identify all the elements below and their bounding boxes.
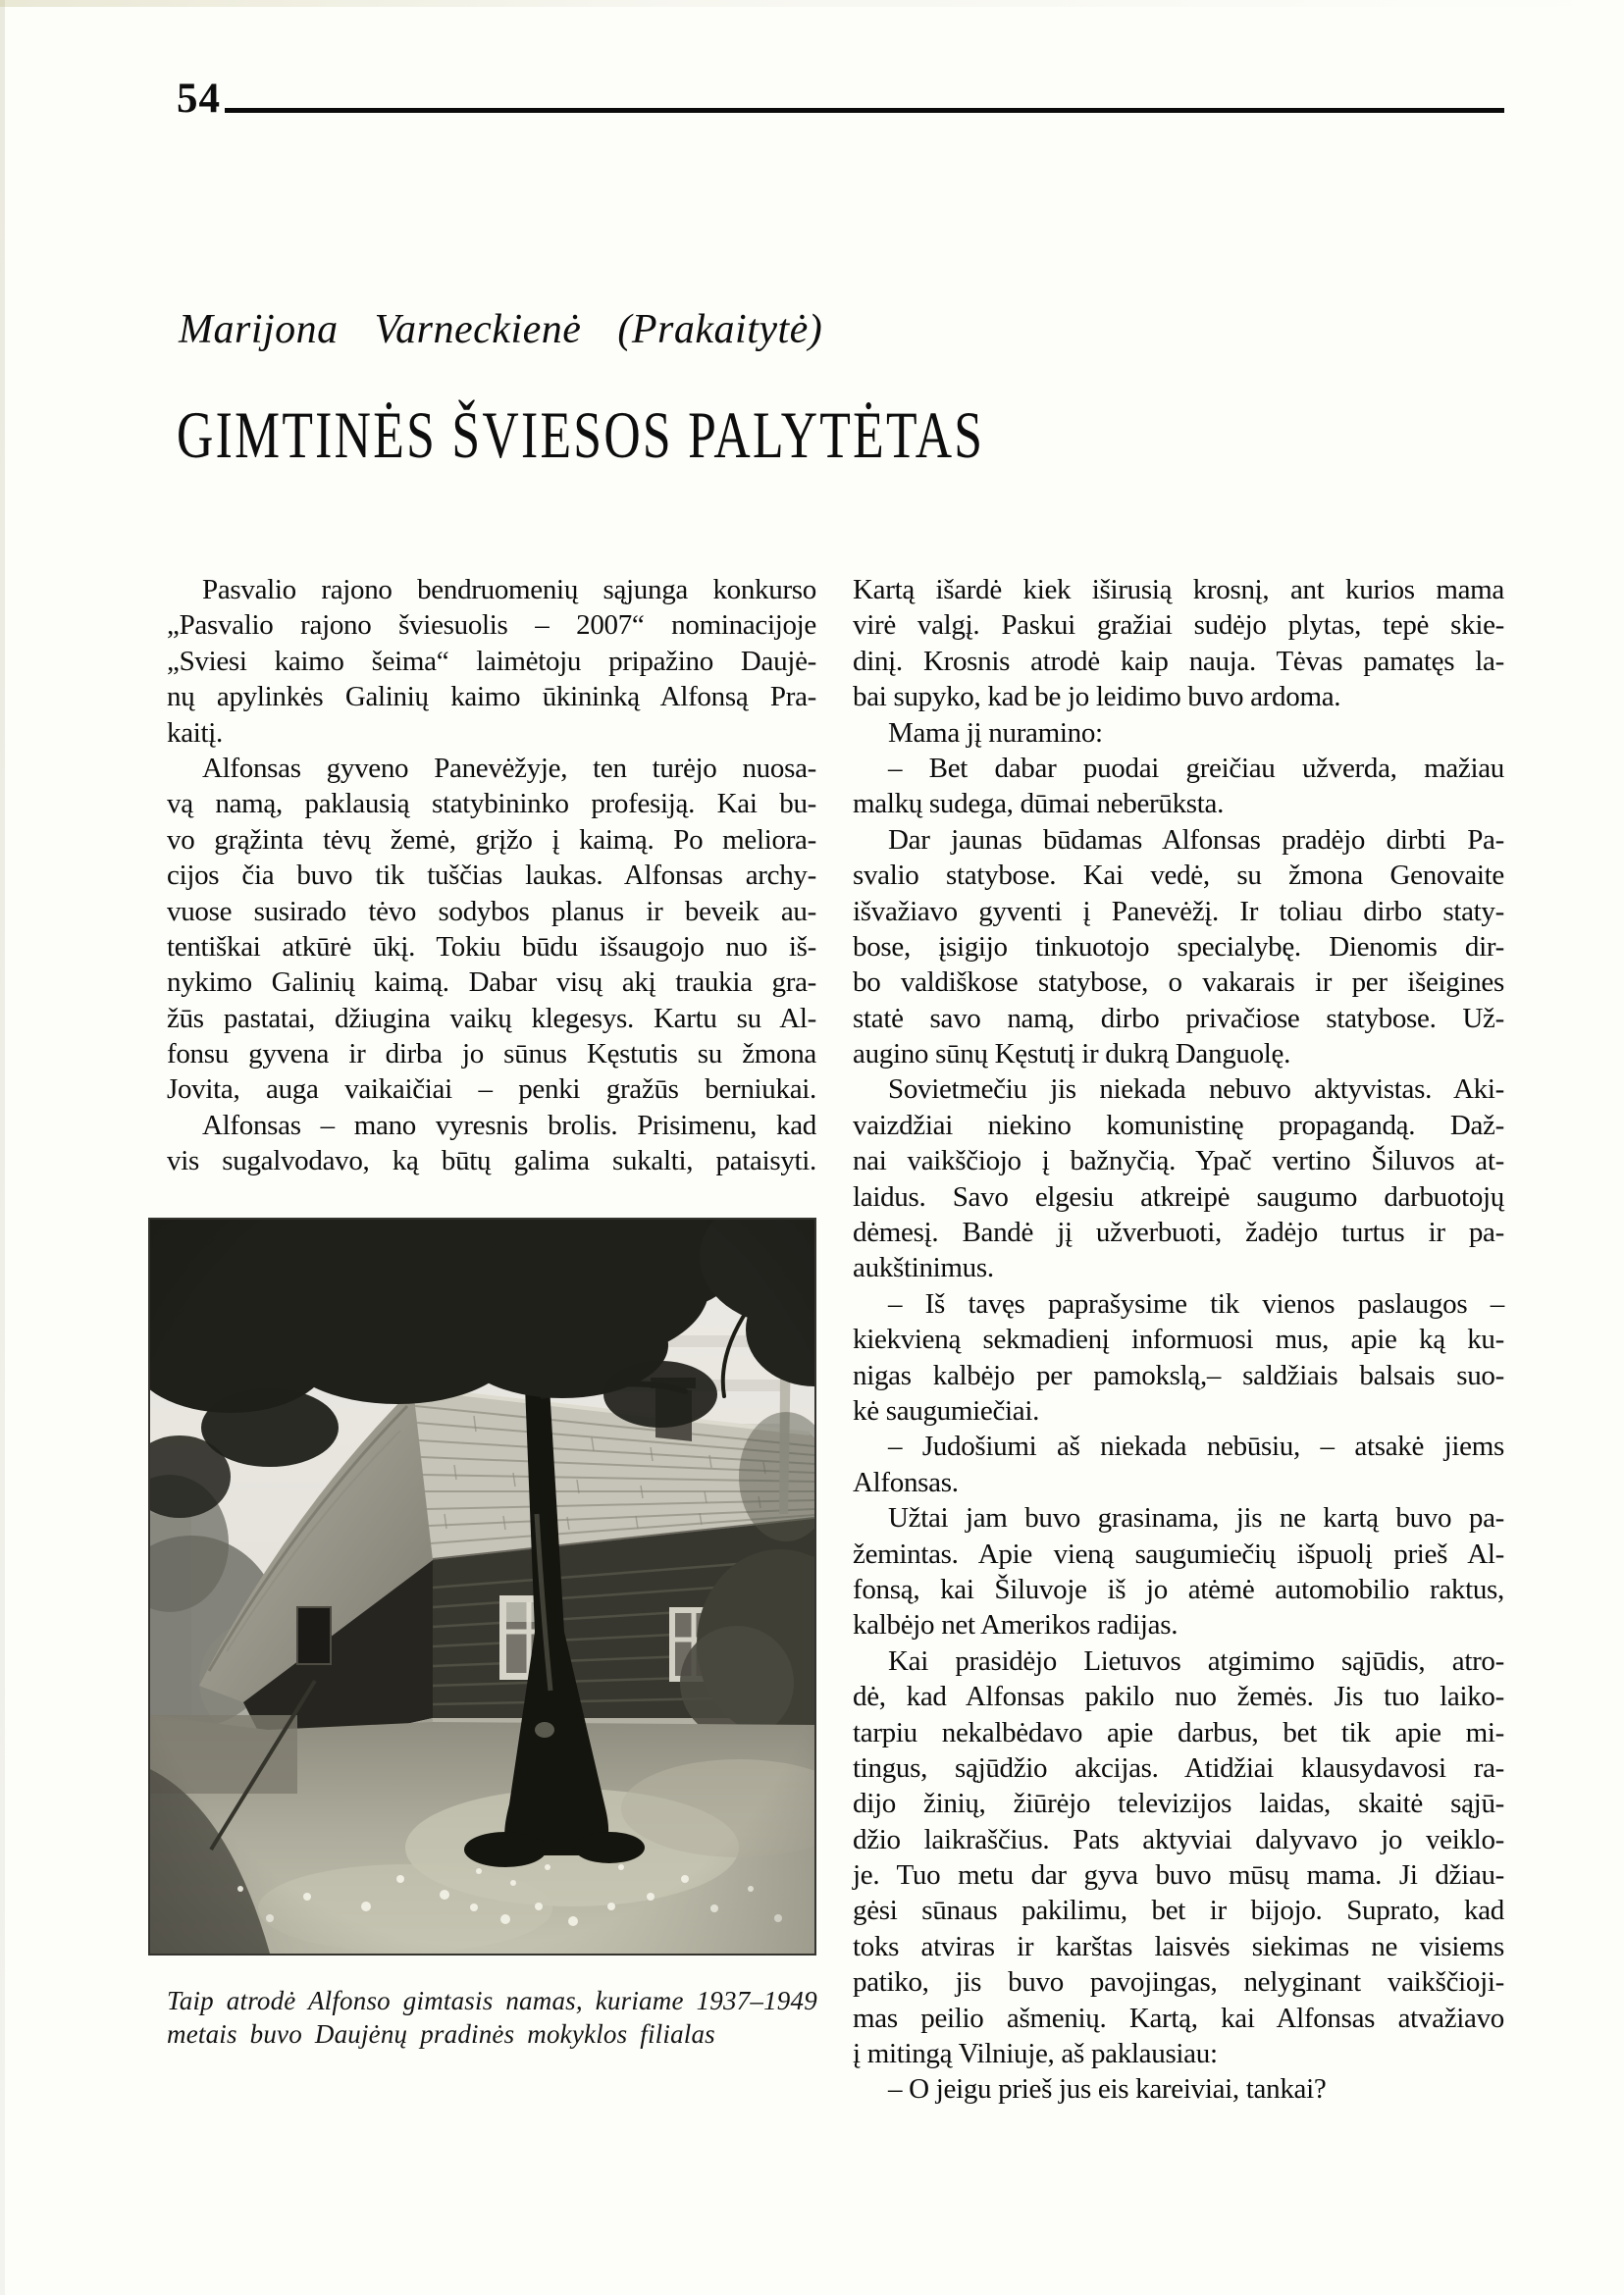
text-column-left [167,572,816,1179]
text-line: dijo žinių, žiūrėjo televizijos laidas, skaitė sąjū- [853,1788,1504,1820]
text-line: – Bet dabar puodai greičiau užverda, mažiau [888,752,1504,784]
text-line: nų apylinkės Galinių kaimo ūkininką Alfonsą Pra- [167,681,816,713]
text-line: džio laikraščius. Pats aktyviai dalyvavo jo veiklo- [853,1823,1504,1855]
text-line: je. Tuo metu dar gyva buvo mūsų mama. Ji džiau- [853,1859,1504,1892]
text-line: Jovita, auga vaikaičiai – penki gražūs berniukai. [167,1073,816,1106]
text-line: bose, įsigijo tinkuotojo specialybę. Dienomis dir- [853,930,1504,963]
text-line: toks atviras ir karštas laisvės siekimas ne visiems [853,1930,1504,1962]
text-line: nai vaikščiojo į bažnyčią. Ypač vertino Šiluvos at- [853,1145,1504,1177]
text-line: bai supyko, kad be jo leidimo buvo ardoma. [853,681,1341,713]
text-line: patiko, jis buvo pavojingas, nelyginant vaikščioji- [853,1966,1504,1999]
text-line: žemintas. Apie vieną saugumiečių išpuolį prieš Al- [853,1538,1504,1570]
text-line: tarpiu nekalbėdavo apie darbus, bet tik apie mi- [853,1716,1504,1748]
text-line: Sovietmečiu jis niekada nebuvo aktyvistas. Aki- [888,1073,1504,1106]
text-line: vis sugalvodavo, ką būtų galima sukalti, pataisyti. [167,1145,816,1177]
text-line: Alfonsas – mano vyresnis brolis. Prisimenu, kad [202,1109,816,1141]
text-line: dė, kad Alfonsas pakilo nuo žemės. Jis tuo laiko- [853,1681,1504,1713]
text-line: Kartą išardė kiek iširusią krosnį, ant kurios mama [853,574,1504,605]
text-line: Alfonsas. [853,1466,959,1498]
text-line: vo grąžinta tėvų žemė, grįžo į kaimą. Po meliora- [167,823,816,856]
text-line: – O jeigu prieš jus eis kareiviai, tankai? [888,2073,1327,2106]
text-line: į mitingą Vilniuje, aš paklausiau: [853,2038,1218,2070]
text-line: – Iš tavęs paprašysime tik vienos paslaugos – [888,1287,1504,1320]
text-line: statė savo namą, dirbo privačiose statybose. Už- [853,1002,1504,1034]
text-line: fonsu gyvena ir dirba jo sūnus Kęstutis su žmona [167,1038,816,1070]
text-line: kaitį. [167,716,223,749]
text-line: tentiškai atkūrė ūkį. Tokiu būdu išsaugojo nuo iš- [167,930,816,963]
text-line: kalbėjo net Amerikos radijas. [853,1609,1179,1642]
text-line: vaizdžiai niekino komunistinę propagandą. Daž- [853,1109,1504,1141]
text-line: Alfonsas gyveno Panevėžyje, ten turėjo nuosa- [202,752,816,784]
text-line: dinį. Krosnis atrodė kaip nauja. Tėvas pamatęs la- [853,645,1504,677]
text-line: tingus, sąjūdžio akcijas. Atidžiai klausydavosi ra- [853,1751,1504,1784]
text-line: kiekvieną sekmadienį informuosi mus, apie ką ku- [853,1324,1504,1356]
text-line: Pasvalio rajono bendruomenių sąjunga konkurso [202,574,816,605]
text-line: Taip atrodė Alfonso gimtasis namas, kuriame 1937–1949 [167,1986,817,2015]
author-name: Marijona Varneckienė (Prakaitytė) [179,307,823,352]
scan-edge-tint-left [0,0,5,2295]
text-line: nykimo Galinių kaimą. Dabar visų akį traukia gra- [167,966,816,999]
text-line: malkų sudega, dūmai neberūksta. [853,788,1225,820]
text-line: gėsi sūnaus pakilimu, bet ir bijojo. Suprato, kad [853,1895,1504,1927]
text-line: vuose susirado tėvo sodybos planus ir beveik au- [167,895,816,927]
house-photo-illustration [150,1220,814,1954]
text-line: „Sviesi kaimo šeima“ laimėtoju pripažino Daujė- [167,645,816,677]
text-line: išvažiavo gyventi į Panevėžį. Ir toliau dirbo staty- [853,895,1504,927]
text-line: žūs pastatai, džiugina vaikų klegesys. Kartu su Al- [167,1002,816,1034]
text-line: fonsą, kai Šiluvoje iš jo atėmė automobilio raktus, [853,1573,1504,1605]
text-line: augino sūnų Kęstutį ir dukrą Danguolę. [853,1038,1291,1070]
article-title: GIMTINĖS ŠVIESOS PALYTĖTAS [177,397,985,472]
text-line: Dar jaunas būdamas Alfonsas pradėjo dirbti Pa- [888,823,1504,856]
text-line: bo valdiškose statybose, o vakarais ir per išeigines [853,966,1504,999]
text-line: vą namą, paklausią statybininko profesiją. Kai bu- [167,788,816,820]
text-line: mas peilio ašmenių. Kartą, kai Alfonsas atvažiavo [853,2002,1504,2034]
text-line: dėmesį. Bandė jį užverbuoti, žadėjo turtus ir pa- [853,1217,1504,1249]
text-line: cijos čia buvo tik tuščias laukas. Alfonsas archy- [167,860,816,892]
text-line: aukštinimus. [853,1252,994,1284]
text-line: kė saugumiečiai. [853,1394,1040,1427]
text-line: virė valgį. Paskui gražiai sudėjo plytas, tepė skie- [853,609,1504,642]
page-number: 54 [177,76,221,122]
text-line: nigas kalbėjo per pamokslą,– saldžiais balsais suo- [853,1359,1504,1391]
photo-vignette [150,1220,814,1954]
scan-edge-tint [0,0,1624,7]
header-rule [225,108,1504,113]
text-column-right [853,572,1504,2108]
text-line: „Pasvalio rajono šviesuolis – 2007“ nominacijoje [167,609,816,642]
text-line: Užtai jam buvo grasinama, jis ne kartą buvo pa- [888,1502,1504,1535]
text-line: metais buvo Daujėnų pradinės mokyklos filialas [167,2019,715,2049]
text-line: – Judošiumi aš niekada nebūsiu, – atsakė jiems [888,1431,1504,1463]
photo-caption [167,1984,854,2051]
text-line: svalio statybose. Kai vedė, su žmona Genovaite [853,860,1504,892]
text-line: laidus. Savo elgesiu atkreipė saugumo darbuotojų [853,1180,1504,1213]
house-photograph [148,1218,816,1956]
text-line: Kai prasidėjo Lietuvos atgimimo sąjūdis, atro- [888,1644,1504,1677]
text-line: Mama jį nuramino: [888,716,1103,749]
